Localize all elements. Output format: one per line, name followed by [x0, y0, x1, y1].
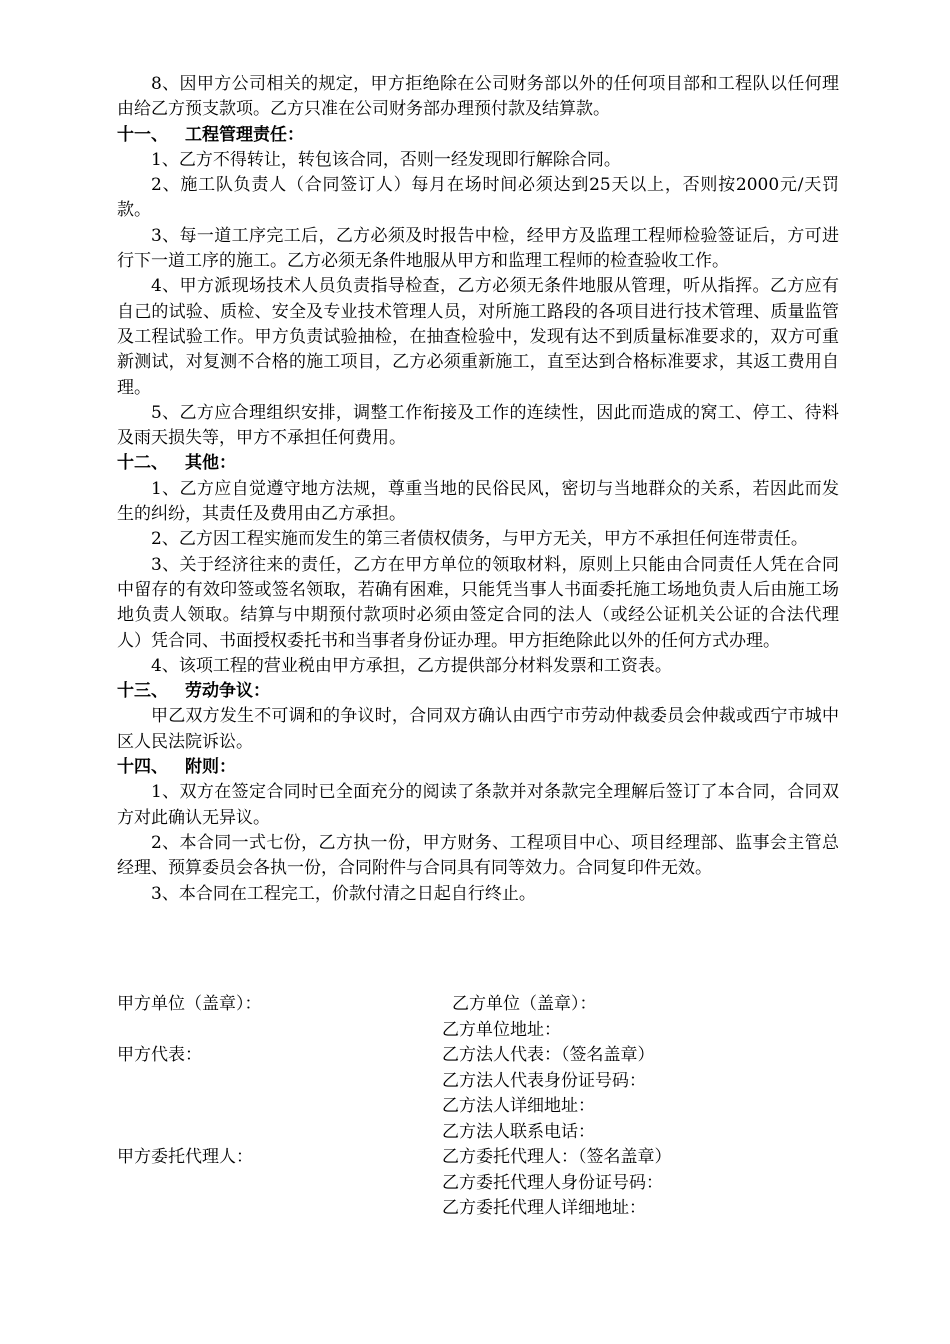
section-14-item: 3、本合同在工程完工，价款付清之日起自行终止。 — [151, 883, 536, 904]
section-13-item: 甲乙双方发生不可调和的争议时，合同双方确认由西宁市劳动仲裁委员会仲裁或西宁市城中区人民法院诉讼。 — [117, 706, 839, 752]
party-b-legal-address: 乙方法人详细地址： — [442, 1096, 595, 1116]
section-number: 十四、 — [117, 757, 168, 778]
party-b-agent-id: 乙方委托代理人身份证号码： — [442, 1172, 663, 1193]
party-a-rep: 甲方代表： — [117, 1045, 202, 1065]
section-title: 劳动争议： — [185, 681, 270, 702]
section-11-item: 2、施工队负责人（合同签订人）每月在场时间必须达到25天以上，否则按2000元/天罚款。 — [117, 175, 839, 221]
section-11-item: 1、乙方不得转让，转包该合同，否则一经发现即行解除合同。 — [151, 149, 621, 170]
section-12-heading — [117, 451, 839, 476]
section-11-item: 4、甲方派现场技术人员负责指导检查，乙方必须无条件地服从管理，听从指挥。乙方应有自己的试验、质检、安全及专业技术管理人员，对所施工路段的各项目进行技术管理、质量监管及工程试验工作。甲方负责试验抽检，在抽查检验中，发现有达不到质量标准要求的，双方可重新测试，对复测不合格的施工项目，乙方必须重新施工，直至达到合格标准要求，其返工费用自理。 — [117, 276, 839, 398]
section-13-heading — [117, 679, 839, 704]
party-b-legal-id: 乙方法人代表身份证号码： — [442, 1070, 646, 1091]
signature-block — [117, 992, 839, 1252]
section-12-item: 4、该项工程的营业税由甲方承担，乙方提供部分材料发票和工资表。 — [151, 655, 672, 676]
section-12-item: 1、乙方应自觉遵守地方法规，尊重当地的民俗民风，密切与当地群众的关系，若因此而发生的纠纷，其责任及费用由乙方承担。 — [117, 478, 839, 525]
party-b-agent: 乙方委托代理人：（签名盖章） — [442, 1147, 672, 1167]
clause-8: 8、因甲方公司相关的规定，甲方拒绝除在公司财务部以外的任何项目部和工程队以任何理由给乙方预支款项。乙方只准在公司财务部办理预付款及结算款。 — [117, 74, 839, 120]
party-a-agent: 甲方委托代理人： — [117, 1147, 253, 1167]
party-b-address: 乙方单位地址： — [442, 1019, 561, 1040]
section-14-heading — [117, 755, 839, 780]
section-12-item: 2、乙方因工程实施而发生的第三者债权债务，与甲方无关，甲方不承担任何连带责任。 — [151, 529, 808, 550]
party-a-unit: 甲方单位（盖章）： — [117, 994, 262, 1014]
party-b-legal-rep: 乙方法人代表：（签名盖章） — [442, 1045, 655, 1065]
section-14-item: 1、双方在签定合同时已全面充分的阅读了条款并对条款完全理解后签订了本合同，合同双方对此确认无异议。 — [117, 782, 839, 828]
party-b-agent-address: 乙方委托代理人详细地址： — [442, 1198, 646, 1218]
party-b-unit: 乙方单位（盖章）： — [452, 994, 597, 1014]
section-title: 工程管理责任： — [185, 124, 304, 145]
section-number: 十二、 — [117, 453, 168, 474]
section-11-item: 3、每一道工序完工后，乙方必须及时报告中检，经甲方及监理工程师检验签证后，方可进行下一道工序的施工。乙方必须无条件地服从甲方和监理工程师的检查验收工作。 — [117, 225, 839, 272]
party-b-legal-phone: 乙方法人联系电话： — [442, 1121, 595, 1142]
section-number: 十三、 — [117, 681, 168, 702]
section-number: 十一、 — [117, 124, 168, 145]
section-title: 附则： — [185, 757, 236, 778]
section-14-item: 2、本合同一式七份，乙方执一份，甲方财务、工程项目中心、项目经理部、监事会主管总经理、预算委员会各执一份，合同附件与合同具有同等效力。合同复印件无效。 — [117, 832, 839, 879]
section-12-item: 3、关于经济往来的责任，乙方在甲方单位的领取材料，原则上只能由合同责任人凭在合同中留存的有效印签或签名领取，若确有困难，只能凭当事人书面委托施工场地负责人后由施工场地负责人领取。结算与中期预付款项时必须由签定合同的法人（或经公证机关公证的合法代理人）凭合同、书面授权委托书和当事者身份证办理。甲方拒绝除此以外的任何方式办理。 — [117, 554, 839, 651]
contract-body — [117, 72, 839, 907]
section-title: 其他： — [185, 453, 236, 474]
section-11-item: 5、乙方应合理组织安排，调整工作衔接及工作的连续性，因此而造成的窝工、停工、待料及雨天损失等，甲方不承担任何费用。 — [117, 402, 839, 449]
section-11-heading — [117, 123, 839, 148]
